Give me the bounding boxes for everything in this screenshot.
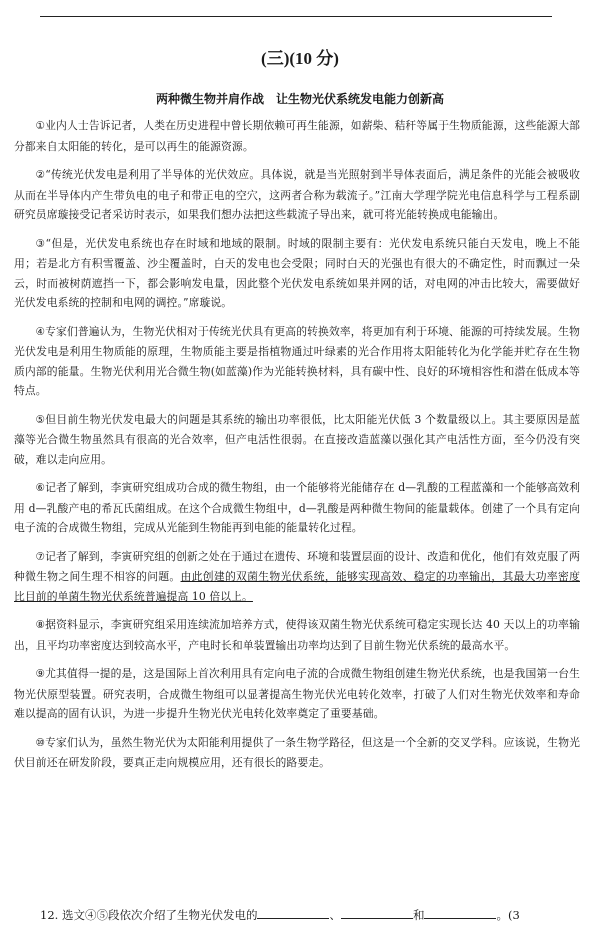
paragraph-text: 记者了解到，李寅研究组成功合成的微生物组，由一个能够将光能储存在 d—乳酸的工程蓝藻和一个能够高效利用 d—乳酸产电的希瓦氏菌组成。在这个合成微生物组中，d—乳酸是两种微生物间的能量载体。创建了一个具有定向电子流的合成微生物组，完成从光能到生物能再到电能的能量转化过程。 [14, 481, 580, 534]
paragraph-number: ⑩ [35, 736, 46, 749]
paragraph-6 [14, 478, 580, 538]
section-title: (三)(10 分) [261, 49, 339, 68]
paragraph-text: “传统光伏发电是利用了半导体的光伏效应。具体说，就是当光照射到半导体表面后，满足条件的光能会被吸收从而在半导体内产生带负电的电子和带正电的空穴，这两者合称为载流子。”江南大学理学院光电信息科学与工程系副研究员席璇接受记者采访时表示，如果我们想办法把这些载流子导出来，就可将光能转换成电能输出。 [14, 168, 580, 221]
answer-blank-1[interactable] [257, 906, 329, 919]
underlined-sentence: 由此创建的双菌生物光伏系统，能够实现高效、稳定的功率输出，其最大功率密度比目前的单菌生物光伏系统普遍提高 10 倍以上。 [14, 570, 580, 603]
paragraph-text: 但目前生物光伏发电最大的问题是其系统的输出功率很低，比太阳能光伏低 3 个数量级以上。其主要原因是蓝藻等光合微生物虽然具有很高的光合效率，但产电活性很弱。在直接改造蓝藻以强化其产电活性方面，至今仍没有突破，难以走向应用。 [14, 412, 581, 466]
paragraph-3 [14, 234, 580, 313]
paragraph-number: ① [35, 120, 46, 132]
paragraph-text: “但是，光伏发电系统也存在时域和地域的限制。时域的限制主要有：光伏发电系统只能白天发电，晚上不能用；若是北方有积雪覆盖、沙尘覆盖时，白天的发电也会受限；同时白天的光强也有很大的不确定性，时而飘过一朵云，时而被树荫遮挡一下，都会影响发电量，因此整个光伏发电系统如果并网的话，对电网的冲击比较大，需要做好光伏发电系统的控制和电网的调控。”席璇说。 [14, 236, 580, 309]
paragraph-number: ② [35, 169, 46, 181]
paragraph-8 [14, 615, 580, 655]
paragraph-text: 记者了解到，李寅研究组的创新之处在于通过在遗传、环境和装置层面的设计、改造和优化，他们有效克服了两种微生物之间生理不相容的问题。 [14, 549, 581, 583]
paragraph-5 [14, 410, 580, 470]
separator: 、 [329, 908, 341, 922]
paragraph-number: ⑧ [35, 619, 46, 631]
paragraph-1 [14, 116, 580, 156]
paragraph-text: 专家们认为，虽然生物光伏为太阳能利用提供了一条生物学路径，但这是一个全新的交叉学科。应该说，生物光伏目前还在研发阶段，要真正走向规模应用，还有很长的路要走。 [14, 735, 581, 769]
question-suffix: 。(3 [496, 908, 520, 922]
article-headline: 两种微生物并肩作战 让生物光伏系统发电能力创新高 [155, 92, 444, 106]
paragraph-text: 尤其值得一提的是，这是国际上首次利用具有定向电子流的合成微生物组创建生物光伏系统，也是我国第一台生物光伏原型装置。研究表明，合成微生物组可以显著提高生物光伏光电转化效率，打破了人们对生物光伏效率和寿命难以提高的固有认识，为进一步提升生物光伏光电转化效率奠定了重要基础。 [14, 667, 581, 720]
paragraph-text: 据资料显示，李寅研究组采用连续流加培养方式，使得该双菌生物光伏系统可稳定实现长达 40 天以上的功率输出，且平均功率密度达到较高水平，产电时长和单装置输出功率均达到了目前生物光伏系统的最高水平。 [14, 618, 581, 652]
answer-blank-3[interactable] [424, 906, 496, 919]
paragraph-number: ⑨ [35, 668, 46, 680]
separator: 和 [412, 908, 425, 922]
question-text: 选文④⑤段依次介绍了生物光伏发电的 [61, 908, 258, 922]
question-number: 12. [40, 908, 59, 922]
top-rule [40, 16, 552, 17]
article-body [14, 116, 580, 782]
paragraph-number: ⑦ [35, 550, 46, 563]
paragraph-text: 专家们普遍认为，生物光伏相对于传统光伏具有更高的转换效率，将更加有利于环境、能源的可持续发展。生物光伏发电是利用生物质能的原理，生物质能主要是指植物通过叶绿素的光合作用将太阳能转化为化学能并贮存在生物质内部的能量。生物光伏利用光合微生物(如蓝藻)作为光能转换材料，具有碳中性、良好的环境相容性和潜在低成本等特点。 [14, 324, 581, 397]
paragraph-number: ③ [35, 237, 46, 250]
paragraph-number: ④ [35, 325, 46, 338]
paragraph-text: 业内人士告诉记者，人类在历史进程中曾长期依赖可再生能源，如薪柴、秸秆等属于生物质能源，这些能源大部分都来自太阳能的转化，是可以再生的能源资源。 [14, 119, 581, 153]
paragraph-10 [14, 733, 580, 773]
paragraph-4 [14, 322, 580, 401]
paragraph-number: ⑤ [35, 413, 46, 426]
paragraph-number: ⑥ [35, 482, 46, 494]
paragraph-9 [14, 664, 580, 724]
paragraph-2 [14, 165, 580, 225]
paragraph-7 [14, 547, 580, 607]
answer-blank-2[interactable] [341, 906, 413, 919]
question-12 [40, 906, 600, 923]
